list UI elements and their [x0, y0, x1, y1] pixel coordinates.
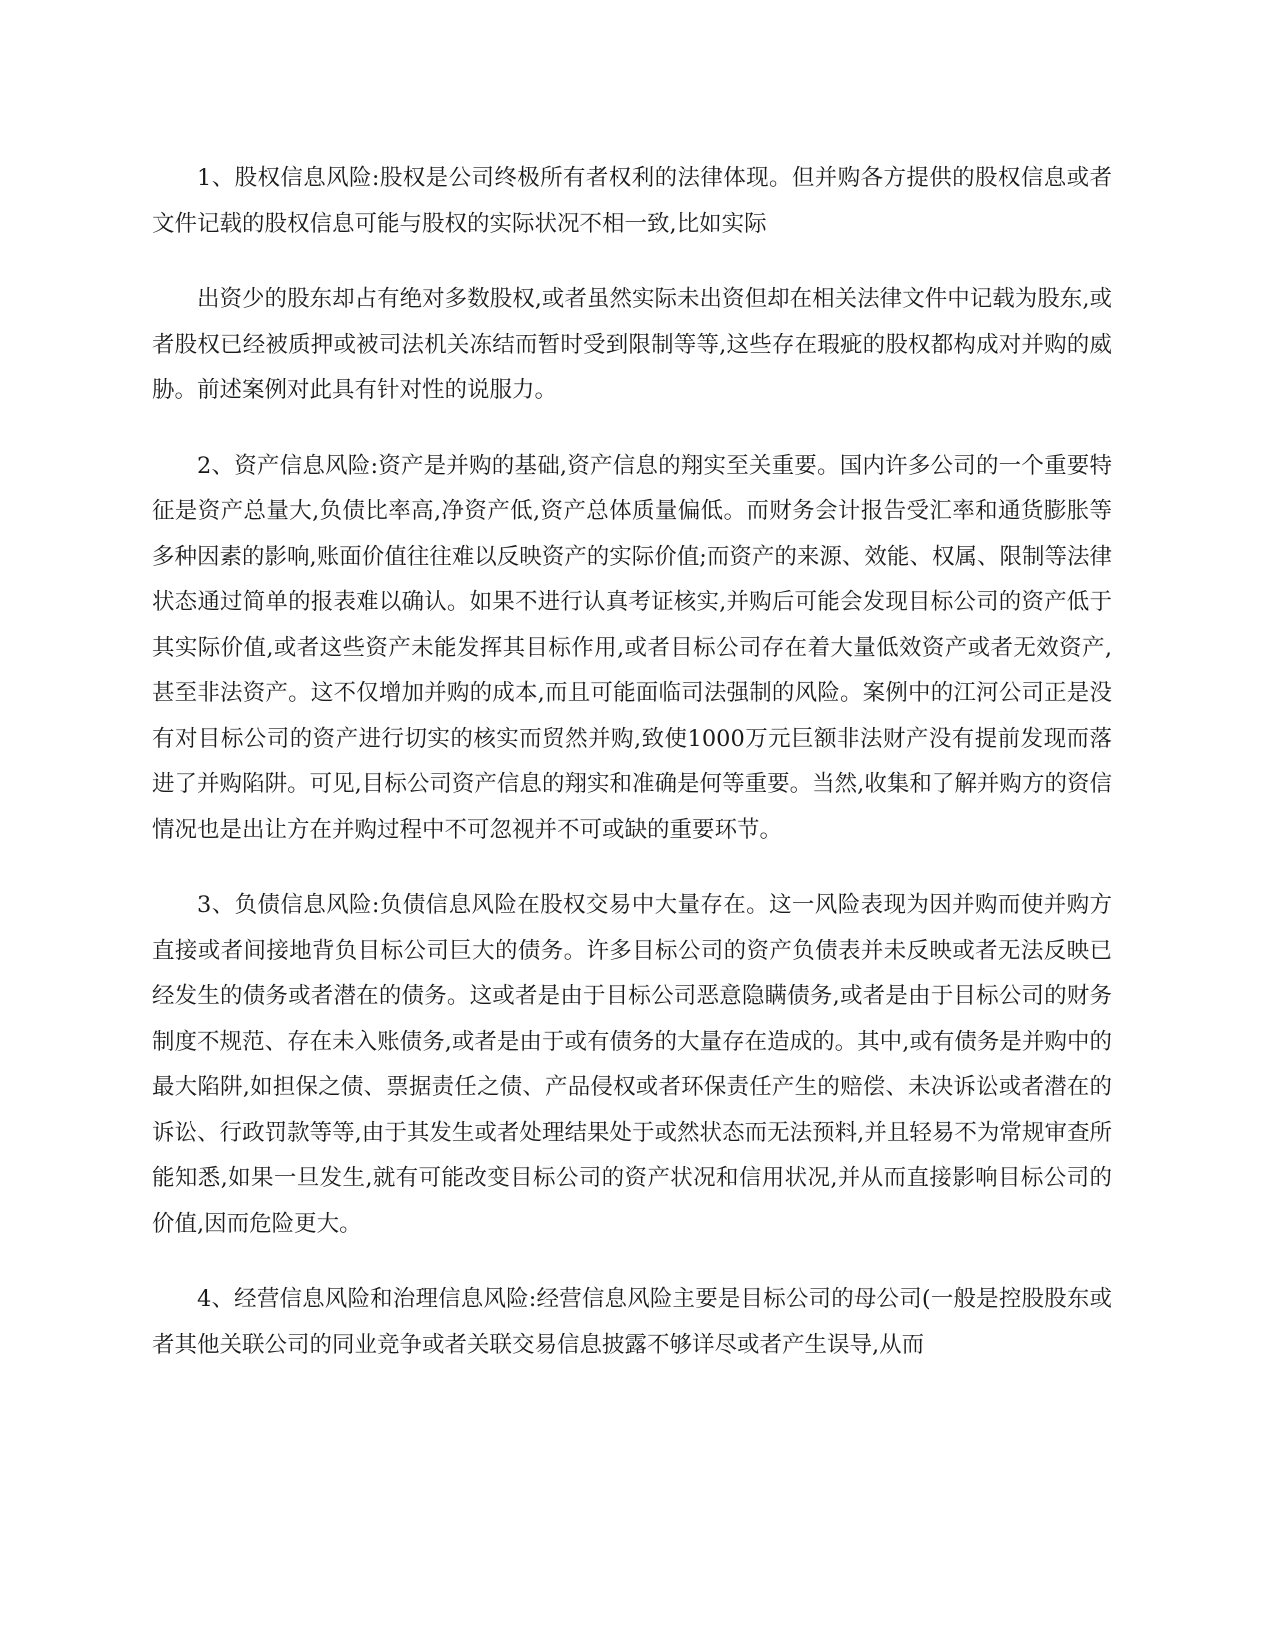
paragraph-asset-risk: 2、资产信息风险:资产是并购的基础,资产信息的翔实至关重要。国内许多公司的一个重要特征是资产总量大,负债比率高,净资产低,资产总体质量偏低。而财务会计报告受汇率和通货膨胀等多种因素的影响,账面价值往往难以反映资产的实际价值;而资产的来源、效能、权属、限制等法律状态通过简单的报表难以确认。如果不进行认真考证核实,并购后可能会发现目标公司的资产低于其实际价值,或者这些资产未能发挥其目标作用,或者目标公司存在着大量低效资产或者无效资产,甚至非法资产。这不仅增加并购的成本,而且可能面临司法强制的风险。案例中的江河公司正是没有对目标公司的资产进行切实的核实而贸然并购,致使1000万元巨额非法财产没有提前发现而落进了并购陷阱。可见,目标公司资产信息的翔实和准确是何等重要。当然,收集和了解并购方的资信情况也是出让方在并购过程中不可忽视并不可或缺的重要环节。: [152, 452, 1112, 843]
paragraph-equity-risk: 1、股权信息风险:股权是公司终极所有者权利的法律体现。但并购各方提供的股权信息或者文件记载的股权信息可能与股权的实际状况不相一致,比如实际: [152, 165, 1112, 237]
paragraph-liability-risk: 3、负债信息风险:负债信息风险在股权交易中大量存在。这一风险表现为因并购而使并购方直接或者间接地背负目标公司巨大的债务。许多目标公司的资产负债表并未反映或者无法反映已经发生的债务或者潜在的债务。这或者是由于目标公司恶意隐瞒债务,或者是由于目标公司的财务制度不规范、存在未入账债务,或者是由于或有债务的大量存在造成的。其中,或有债务是并购中的最大陷阱,如担保之债、票据责任之债、产品侵权或者环保责任产生的赔偿、未决诉讼或者潜在的诉讼、行政罚款等等,由于其发生或者处理结果处于或然状态而无法预料,并且轻易不为常规审查所能知悉,如果一旦发生,就有可能改变目标公司的资产状况和信用状况,并从而直接影响目标公司的价值,因而危险更大。: [152, 892, 1112, 1237]
paragraph-equity-risk-continued: 出资少的股东却占有绝对多数股权,或者虽然实际未出资但却在相关法律文件中记载为股东,或者股权已经被质押或被司法机关冻结而暂时受到限制等等,这些存在瑕疵的股权都构成对并购的威胁。前述案例对此具有针对性的说服力。: [152, 286, 1112, 403]
paragraph-operation-governance-risk: 4、经营信息风险和治理信息风险:经营信息风险主要是目标公司的母公司(一般是控股股东或者其他关联公司的同业竞争或者关联交易信息披露不够详尽或者产生误导,从而: [152, 1286, 1112, 1358]
document-body: [152, 156, 1112, 1398]
